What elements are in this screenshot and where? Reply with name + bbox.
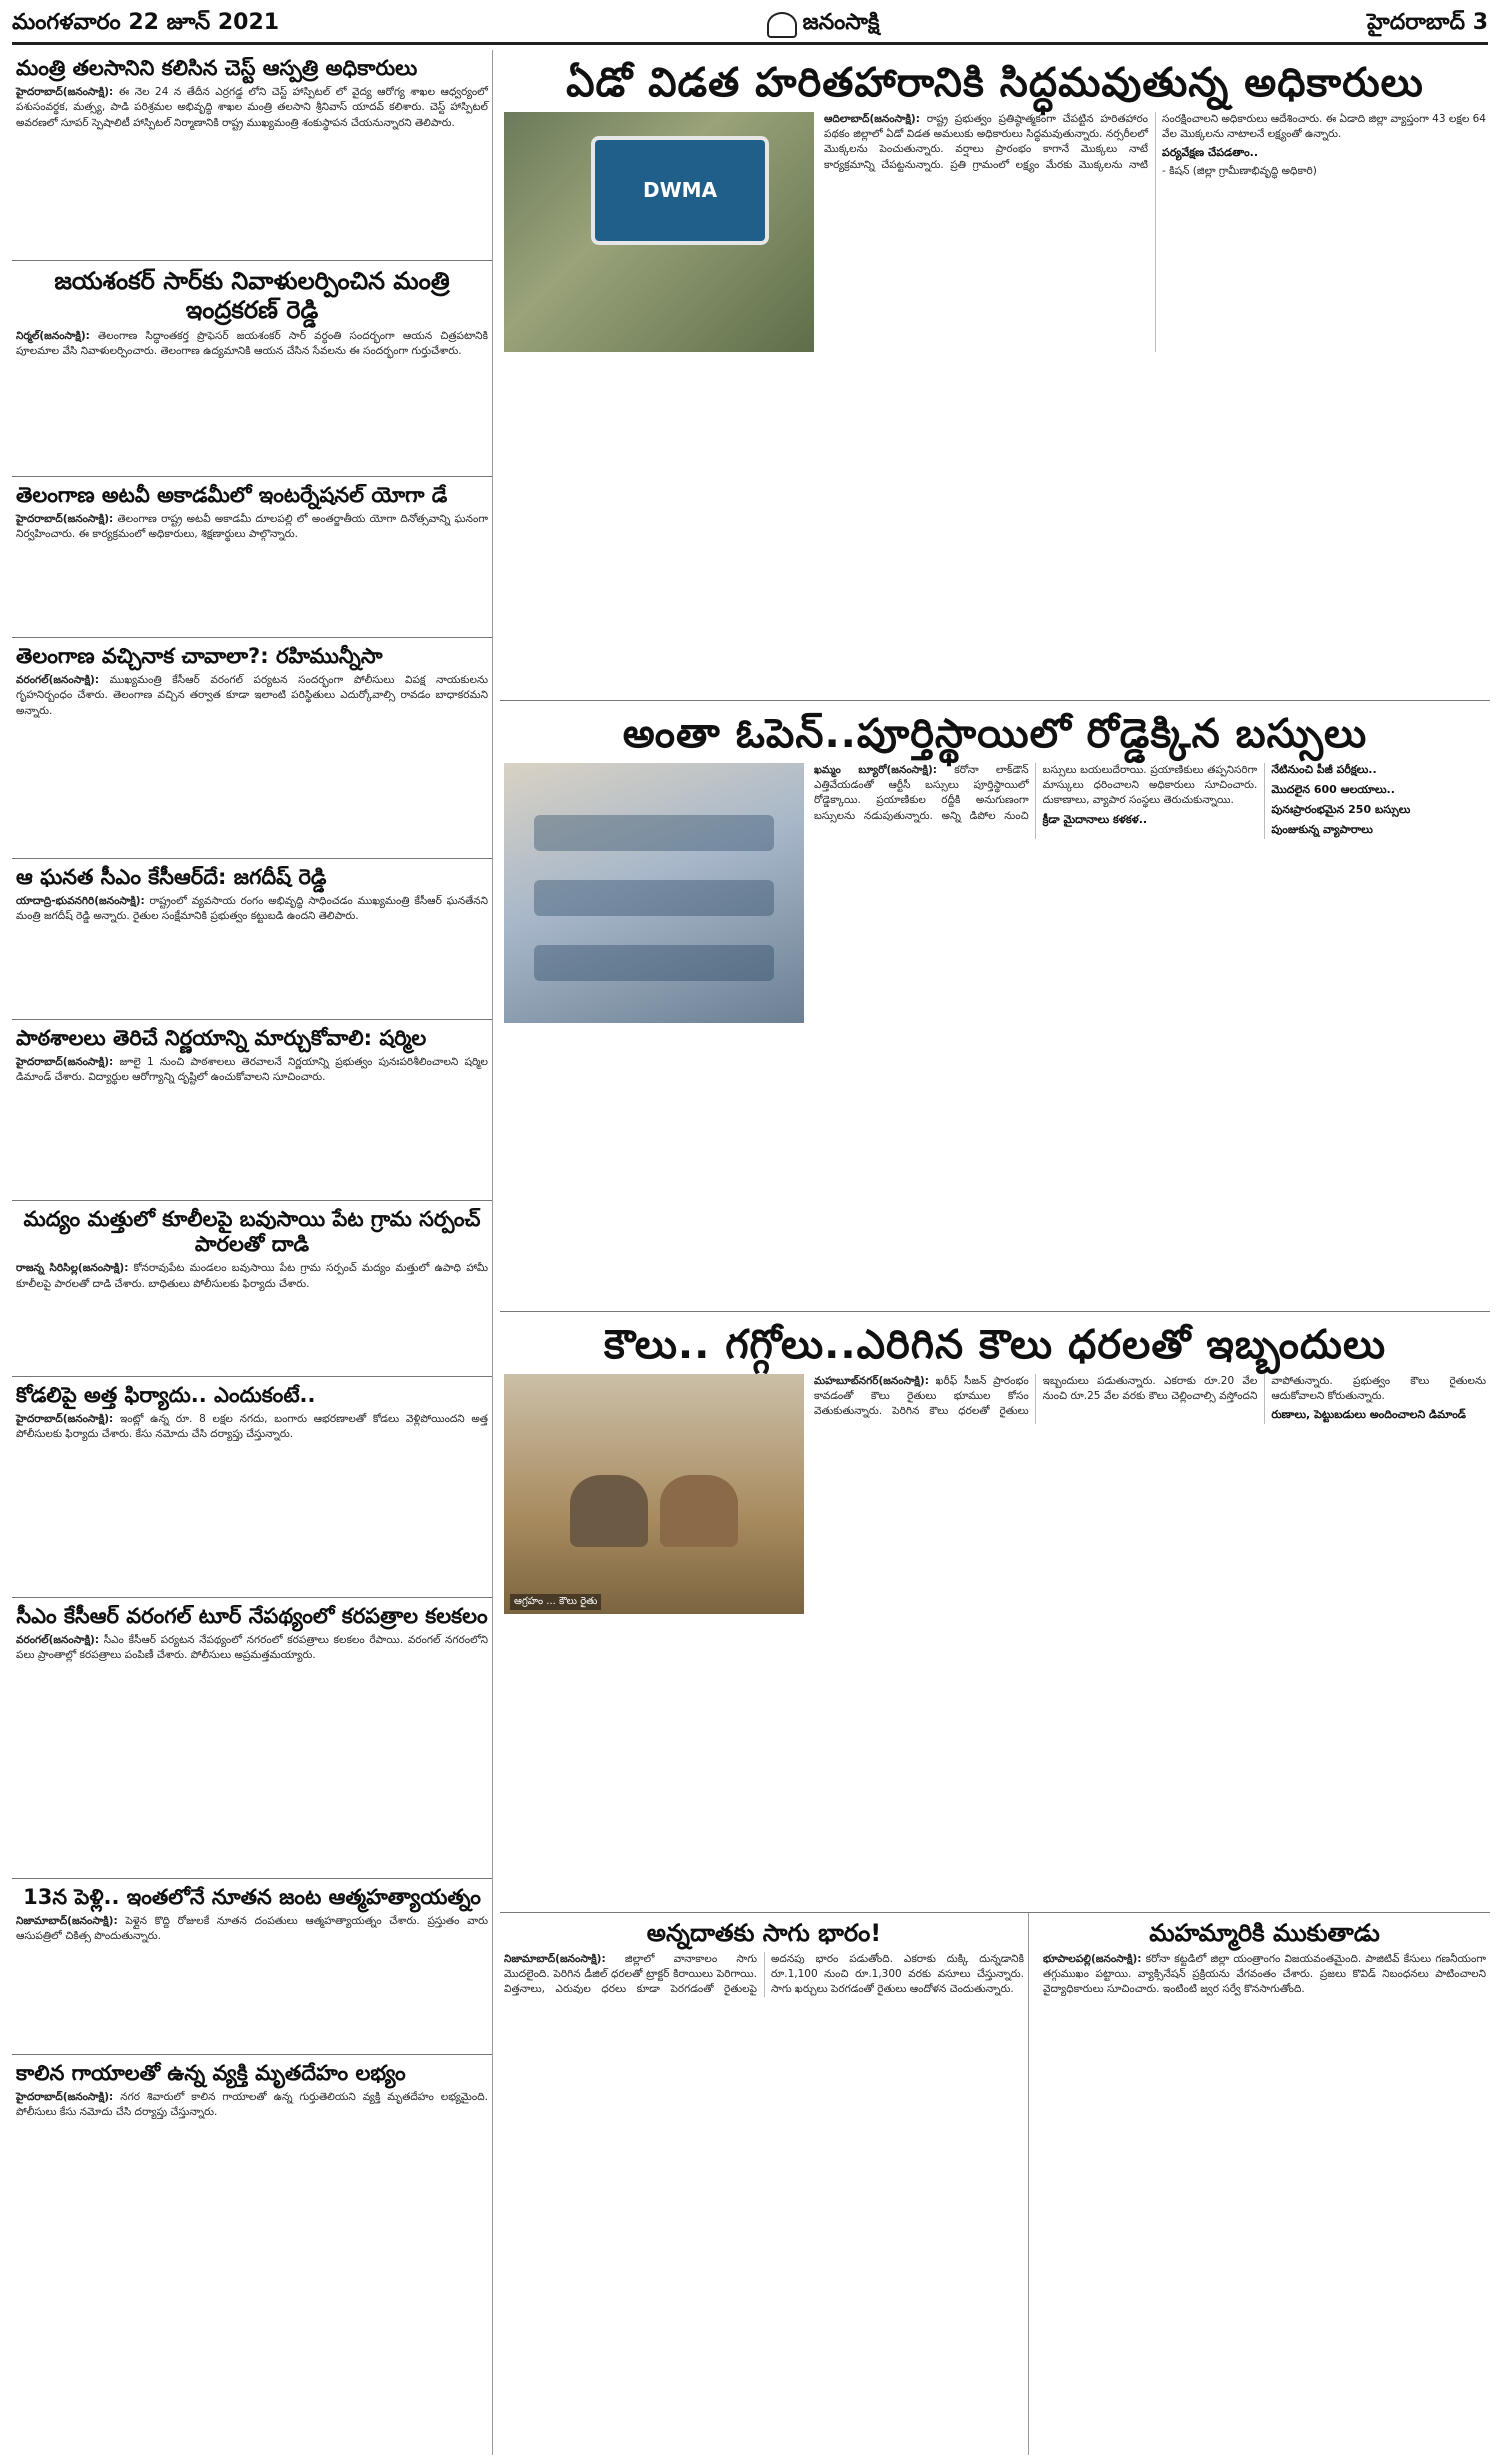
subheading: పర్యవేక్షణ చేపడతాం.. [1162,146,1259,160]
dateline: హైదరాబాద్‌(జనంసాక్షి): [16,2091,114,2104]
story-body: తెలంగాణ సిద్ధాంతకర్త ప్రొఫెసర్ జయశంకర్ సార్ వర్ధంతి సందర్భంగా ఆయన చిత్రపటానికి పూలమాల వేసి నివాళులర్పించారు. తెలంగాణ ఉద్యమానికి ఆయన చేసిన సేవలను ఈ సందర్భంగా గుర్తుచేశారు. [16,329,488,357]
story-body: ఇంట్లో ఉన్న రూ. 8 లక్షల నగదు, బంగారు ఆభరణాలతో కోడలు వెళ్లిపోయిందని అత్త పోలీసులకు ఫిర్యాదు చేశారు. కేసు నమోదు చేసి దర్యాప్తు చేస్తున్నారు. [16,1413,488,1441]
story-suicide-attempt [12,1879,492,2055]
dwma-sign: DWMA [591,136,770,245]
brand [767,10,880,40]
story-body: తెలంగాణ రాష్ట్ర అటవీ అకాడమీ దూలపల్లి లో అంతర్జాతీయ యోగా దినోత్సవాన్ని ఘనంగా నిర్వహించారు. ఈ కార్యక్రమంలో అధికారులు, శిక్షణార్థులు పాల్గొన్నారు. [16,513,488,541]
story-jayashankar [12,261,492,477]
edition-city: హైదరాబాద్ [1367,10,1466,35]
story-headline: అంతా ఓపెన్..పూర్తిస్థాయిలో రోడ్డెక్కిన బస్సులు [622,711,1368,757]
story-body: రాష్ట్రంలో వ్యవసాయ రంగం అభివృద్ధి సాధించడం ముఖ్యమంత్రి కేసీఆర్ ఘనతేనని మంత్రి జగదీష్ రెడ్డి అన్నారు. రైతుల సంక్షేమానికి ప్రభుత్వం కట్టుబడి ఉందని తెలిపారు. [16,895,488,923]
story-pamphlets [12,1598,492,1879]
left-column [12,50,493,2455]
dateline: హైదరాబాద్‌(జనంసాక్షి): [16,86,114,99]
subheading: రుణాలు, పెట్టుబడులు అందించాలని డిమాండ్ [1271,1408,1466,1422]
dateline: రాజన్న సిరిసిల్ల(జనంసాక్షి): [16,1262,129,1275]
subheading: పునఃప్రారంభమైన 250 బస్సులు [1271,803,1411,816]
story-headline: కాలిన గాయాలతో ఉన్న వ్యక్తి మృతదేహం లభ్యం [16,2061,406,2085]
story-body: సీఎం కేసీఆర్ పర్యటన నేపథ్యంలో నగరంలో కరపత్రాలు కలకలం రేపాయి. వరంగల్ నగరంలోని పలు ప్రాంతాల్లో కరపత్రాలు పంపిణీ చేశారు. పోలీసులు అప్రమత్తమయ్యారు. [16,1634,488,1662]
story-body: జిల్లాలో వానాకాలం సాగు మొదలైంది. పెరిగిన డీజిల్ ధరలతో ట్రాక్టర్ కిరాయిలు పెరిగాయి. విత్తనాలు, ఎరువుల ధరలు కూడా పెరగడంతో రైతులపై అదనపు భారం పడుతోంది. ఎకరాకు దుక్కి దున్నడానికి రూ.1,100 నుంచి రూ.1,300 వరకు వసూలు చేస్తున్నారు. సాగు ఖర్చులు పెరగడంతో రైతులు ఆందోళన చెందుతున్నారు. [504,1952,1024,1996]
story-headline: సీఎం కేసీఆర్ వరంగల్ టూర్ నేపథ్యంలో కరపత్రాల కలకలం [16,1604,488,1628]
story-headline: మహమ్మారికి ముకుతాడు [1149,1919,1380,1947]
story-farming-burden [500,1913,1029,2455]
story-headline: కోడలిపై అత్త ఫిర్యాదు.. ఎందుకంటే.. [16,1383,316,1407]
dateline: వరంగల్‌(జనంసాక్షి): [16,674,100,687]
dateline: భూపాలపల్లి(జనంసాక్షి): [1043,1952,1142,1965]
dateline: ఆదిలాబాద్‌(జనంసాక్షి): [824,113,920,125]
bullock-plough-photo [504,1374,804,1614]
dateline: హైదరాబాద్‌(జనంసాక్షి): [16,1056,114,1069]
subheading: పుంజుకున్న వ్యాపారాలు [1271,823,1373,836]
story-text [824,112,1486,352]
dateline: నిజామాబాద్‌(జనంసాక్షి): [16,1915,118,1928]
story-headline: తెలంగాణ అటవీ అకాడమీలో ఇంటర్నేషనల్ యోగా డే [16,483,448,507]
dateline: మహబూబ్‌నగర్‌(జనంసాక్షి): [814,1375,929,1387]
right-column [500,50,1490,2455]
story-text [814,763,1486,839]
story-rahimunnisa [12,638,492,859]
subheading-attribution: - కిషన్ (జిల్లా గ్రామీణాభివృద్ధి అధికారి) [1162,165,1317,178]
dateline: హైదరాబాద్‌(జనంసాక్షి): [16,1413,114,1426]
story-haritha-haram [500,50,1490,701]
story-headline: ఆ ఘనత సీఎం కేసీఆర్‌దే: జగదీష్ రెడ్డి [16,865,327,889]
dateline: నిర్మల్‌(జనంసాక్షి): [16,329,90,342]
story-headline: తెలంగాణ వచ్చినాక చావాలా?: రహిమున్నీసా [16,644,383,668]
brand-name: జనంసాక్షి [802,10,880,35]
page-number: 3 [1472,10,1488,35]
dateline: హైదరాబాద్‌(జనంసాక్షి): [16,513,114,526]
brand-logo-icon [767,12,797,38]
subheading: క్రీడా మైదానాలు కళకళ.. [1042,812,1148,826]
masthead [12,8,1488,45]
photo-caption: ఆగ్రహం ... కౌలు రైతు [510,1594,601,1610]
story-body: రాష్ట్ర ప్రభుత్వం ప్రతిష్ఠాత్మకంగా చేపట్టిన హరితహారం పథకం జిల్లాలో ఏడో విడత అమలుకు అధికారులు సిద్ధమవుతున్నారు. నర్సరీలలో మొక్కలను పెంచుతున్నారు. వర్షాలు ప్రారంభం కాగానే మొక్కలు నాటే కార్యక్రమాన్ని చేపట్టనున్నారు. ప్రతి గ్రామంలో లక్ష్యం మేరకు మొక్కలను నాటి సంరక్షించాలని అధికారులు ఆదేశించారు. ఈ ఏడాది జిల్లా వ్యాప్తంగా 43 లక్షల 64 వేల మొక్కలను నాటాలనే లక్ష్యంతో ఉన్నారు. [824,113,1486,171]
story-body: పెళ్లైన కొద్ది రోజులకే నూతన దంపతులు ఆత్మహత్యాయత్నం చేశారు. ప్రస్తుతం వారు ఆసుపత్రిలో చికిత్స పొందుతున్నారు. [16,1915,489,1943]
dateline: ఖమ్మం బ్యూరో(జనంసాక్షి): [814,764,937,776]
story-complaint [12,1377,492,1598]
story-body-found [12,2055,492,2215]
subheading: మొదలైన 600 ఆలయాలు.. [1271,783,1395,796]
story-body: కరోనా కట్టడిలో జిల్లా యంత్రాంగం విజయవంతమైంది. పాజిటివ్ కేసులు గణనీయంగా తగ్గుముఖం పట్టాయి. వ్యాక్సినేషన్ ప్రక్రియను వేగవంతం చేశారు. ప్రజలు కొవిడ్ నిబంధనలు పాటించాలని వైద్యాధికారులు సూచించారు. ఇంటింటి జ్వర సర్వే కొనసాగుతోంది. [1043,1952,1486,1996]
story-tenant-farmers [500,1312,1490,1913]
story-yoga-day [12,477,492,638]
bus-passengers-photo [504,763,804,1023]
story-body: ఈ నెల 24 న తేదీన ఎర్రగడ్డ లోని చెస్ట్ హాస్పిటల్ లో వైద్య ఆరోగ్య శాఖల ఆధ్వర్యంలో పశుసంవర్థక, మత్స్య, పాడి పరిశ్రమల అభివృద్ధి శాఖల మంత్రి తలసాని శ్రీనివాస్ యాదవ్ కలిశారు. చెస్ట్ హాస్పిటల్ అవరణలో సూపర్ స్పెషాలిటీ హాస్పిటల్ నిర్మాణానికి రాష్ట్ర ముఖ్యమంత్రి శంకుస్థాపన చేయనున్నారని తెలిపారు. [16,86,488,129]
story-headline: పాఠశాలలు తెరిచే నిర్ణయాన్ని మార్చుకోవాలి: షర్మిల [16,1026,427,1050]
story-chest-hospital [12,50,492,261]
story-headline: మద్యం మత్తులో కూలీలపై బవుసాయి పేట గ్రామ సర్పంచ్ పారలతో దాడి [23,1207,481,1257]
story-body: కరోనా లాక్‌డౌన్ ఎత్తివేయడంతో ఆర్టీసీ బస్సులు పూర్తిస్థాయిలో రోడ్డెక్కాయి. ప్రయాణికుల రద్దీకి అనుగుణంగా బస్సులను నడుపుతున్నారు. అన్ని డిపోల నుంచి బస్సులు బయలుదేరాయి. ప్రయాణికులు తప్పనిసరిగా మాస్కులు ధరించాలని అధికారులు సూచించారు. దుకాణాలు, వ్యాపార సంస్థలు తెరుచుకున్నాయి. [814,764,1258,822]
story-body: కోనరావుపేట మండలం బవుసాయి పేట గ్రామ సర్పంచ్ మద్యం మత్తులో ఉపాధి హామీ కూలీలపై పారలతో దాడి చేశారు. బాధితులు పోలీసులకు ఫిర్యాదు చేశారు. [16,1262,489,1290]
story-buses [500,701,1490,1312]
dateline: వరంగల్‌(జనంసాక్షి): [16,1634,100,1647]
edition [1367,10,1488,40]
subheading: నేటినుంచి పీజీ పరీక్షలు.. [1271,763,1377,776]
haritha-haram-photo [504,112,814,352]
story-body: నగర శివారులో కాలిన గాయాలతో ఉన్న గుర్తుతెలియని వ్యక్తి మృతదేహం లభ్యమైంది. పోలీసులు కేసు నమోదు చేసి దర్యాప్తు చేస్తున్నారు. [16,2091,488,2119]
dateline: నిజామాబాద్‌(జనంసాక్షి): [504,1952,606,1965]
story-pandemic [1039,1913,1490,2455]
story-headline: ఏడో విడత హరితహారానికి సిద్ధమవుతున్న అధికారులు [566,60,1424,106]
issue-date: మంగళవారం 22 జూన్ 2021 [12,10,280,35]
bottom-stories [500,1913,1490,2455]
story-headline: కౌలు.. గగ్గోలు..ఎరిగిన కౌలు ధరలతో ఇబ్బందులు [603,1322,1387,1368]
story-headline: అన్నదాతకు సాగు భారం! [646,1919,882,1947]
story-sharmila [12,1020,492,1201]
story-body: జూలై 1 నుంచి పాఠశాలలు తెరవాలనే నిర్ణయాన్ని ప్రభుత్వం పునఃపరిశీలించాలని షర్మిల డిమాండ్ చేశారు. విద్యార్థుల ఆరోగ్యాన్ని దృష్టిలో ఉంచుకోవాలని సూచించారు. [16,1056,488,1084]
story-sarpanch-attack [12,1201,492,1377]
story-headline: మంత్రి తలసానిని కలిసిన చెస్ట్ ఆస్పత్రి అధికారులు [16,56,418,80]
dateline: యాదాద్రి-భువనగిరి(జనంసాక్షి): [16,895,145,908]
story-text [814,1374,1486,1424]
story-body: ఖరీఫ్ సీజన్ ప్రారంభం కావడంతో కౌలు రైతులు భూముల కోసం వెతుకుతున్నారు. పెరిగిన కౌలు ధరలతో రైతులు ఇబ్బందులు పడుతున్నారు. ఎకరాకు రూ.20 వేల నుంచి రూ.25 వేల వరకు కౌలు చెల్లించాల్సి వస్తోందని వాపోతున్నారు. ప్రభుత్వం కౌలు రైతులను ఆదుకోవాలని కోరుతున్నారు. [814,1375,1486,1418]
story-body: ముఖ్యమంత్రి కేసీఆర్ వరంగల్ పర్యటన సందర్భంగా పోలీసులు విపక్ష నాయకులను గృహనిర్బంధం చేశారు. తెలంగాణ వచ్చిన తర్వాత కూడా ఇలాంటి పరిస్థితులు ఎదుర్కోవాల్సి రావడం బాధాకరమని అన్నారు. [16,674,488,717]
story-headline: జయశంకర్ సార్‌కు నివాళులర్పించిన మంత్రి ఇంద్రకరణ్ రెడ్డి [54,267,450,324]
story-jagadish-reddy [12,859,492,1020]
story-headline: 13న పెళ్లి.. ఇంతలోనే నూతన జంట ఆత్మహత్యాయత్నం [23,1885,481,1909]
